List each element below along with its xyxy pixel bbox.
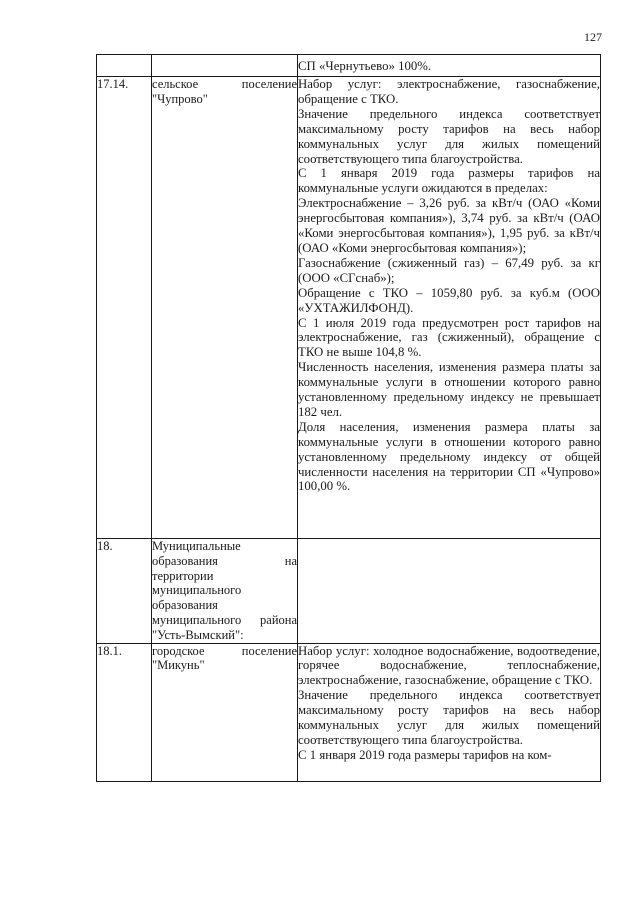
description-paragraph: Значение предельного индекса соответствует максимальному росту тарифов на весь набор коммунальных услуг для жилых помещений соответствующего типа благоустройства. xyxy=(298,106,600,166)
description-paragraph: С 1 июля 2019 года предусмотрен рост тарифов на электроснабжение, газ (сжиженный), обращение с ТКО не выше 104,8 %. xyxy=(298,315,600,360)
municipality-name-cell: Муниципальные образования на территории муниципального образования муниципального района "Усть-Вымский": xyxy=(152,539,297,642)
description-cell xyxy=(298,55,601,77)
municipality-name-cell xyxy=(152,55,298,77)
description-paragraph: Электроснабжение – 3,26 руб. за кВт/ч (ОАО «Коми энергосбытовая компания»), 3,74 руб. за кВт/ч (ОАО «Коми энергосбытовая компания»), 1,95 руб. за кВт/ч (ОАО «Коми энергосбытовая компания»); xyxy=(298,196,600,255)
row-number-cell: 17.14. xyxy=(97,77,152,539)
row-number-cell: 18. xyxy=(97,539,152,644)
table-row xyxy=(97,77,601,539)
description-paragraph: С 1 января 2019 года размеры тарифов на коммунальные услуги ожидаются в пределах: xyxy=(298,166,600,196)
description-paragraph: Газоснабжение (сжиженный газ) – 67,49 руб. за кг (ООО «СГснаб»); xyxy=(298,255,600,285)
page-number: 127 xyxy=(584,30,602,44)
description-paragraph: СП «Чернутьево» 100%. xyxy=(298,59,432,73)
description-paragraph: Обращение с ТКО – 1059,80 руб. за куб.м (ООО «УХТАЖИЛФОНД). xyxy=(298,285,600,315)
description-paragraph: Численность населения, изменения размера платы за коммунальные услуги в отношении которого равно установленному предельному индексу не превышает 182 чел. xyxy=(298,360,600,419)
row-number-cell xyxy=(97,55,152,77)
description-paragraph: С 1 января 2019 года размеры тарифов на ком- xyxy=(298,747,552,762)
description-paragraph: Значение предельного индекса соответствует максимальному росту тарифов на весь набор коммунальных услуг для жилых помещений соответствующего типа благоустройства. xyxy=(298,688,600,748)
table-row xyxy=(97,643,601,781)
description-paragraph: Доля населения, изменения размера платы за коммунальные услуги в отношении которого равно установленному предельному индексу от общей численности населения на территории СП «Чупрово» 100,00 %. xyxy=(298,419,600,494)
row-number-cell: 18.1. xyxy=(97,643,152,781)
tariff-table xyxy=(96,54,601,782)
municipality-name-cell: городское поселение "Микунь" xyxy=(152,643,298,781)
description-paragraph: Набор услуг: холодное водоснабжение, водоотведение, горячее водоснабжение, теплоснабжение, электроснабжение, газоснабжение, обращение с ТКО. xyxy=(298,643,600,688)
description-cell xyxy=(298,77,601,539)
description-cell xyxy=(298,643,601,781)
table-row xyxy=(97,55,601,77)
description-paragraph: Набор услуг: электроснабжение, газоснабжение, обращение с ТКО. xyxy=(298,77,600,106)
table-row xyxy=(97,539,601,644)
description-cell xyxy=(298,539,601,644)
municipality-name-cell: сельское поселение "Чупрово" xyxy=(152,77,298,539)
